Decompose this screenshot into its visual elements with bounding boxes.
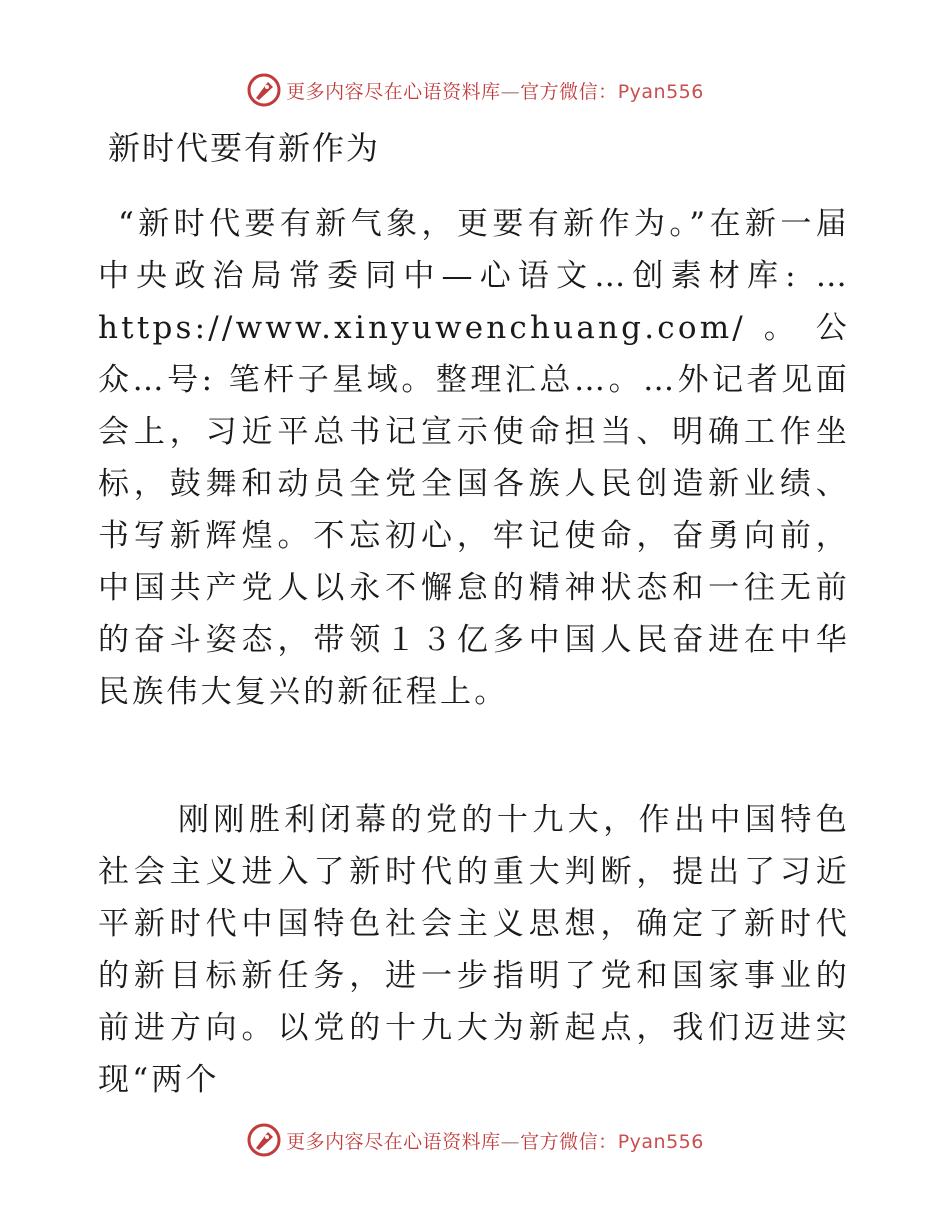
watermark-separator: — [500,1130,521,1153]
pen-nib-logo-icon [246,1122,282,1158]
watermark-separator: — [500,80,521,103]
footer-watermark [0,1120,950,1160]
watermark-text: 更多内容尽在心语资料库 [286,1130,501,1153]
watermark-handle: Pyan556 [617,1130,704,1153]
watermark-wechat-label: 官方微信： [520,80,618,103]
header-watermark [0,70,950,110]
document-title: 新时代要有新作为 [108,129,381,167]
watermark-handle: Pyan556 [617,80,704,103]
pen-nib-logo-icon [246,72,282,108]
paragraph-2: 刚刚胜利闭幕的党的十九大，作出中国特色社会主义进入了新时代的重大判断，提出了习近平新时代中国特色社会主义思想，确定了新时代的新目标新任务，进一步指明了党和国家事业的前进方向。以党的十九大为新起点，我们迈进实现“两个 [98,802,850,1098]
paragraph-1: “新时代要有新气象，更要有新作为。”在新一届中央政治局常委同中—心语文…创素材库: … https://www.xinyuwenchuang.com/。公众…号: 笔杆子星域。整理汇总…。…外记者见面会上，习近平总书记宣示使命担当、明确工作坐标，鼓舞和动员全党全国各族人民创造新业绩、书写新辉煌。不忘初心，牢记使命，奋勇向前，中国共产党人以永不懈怠的精神状态和一往无前的奋斗姿态，带领１３亿多中国人民奋进在中华民族伟大复兴的新征程上。 [98,206,850,710]
watermark-wechat-label: 官方微信： [520,1130,618,1153]
watermark-text: 更多内容尽在心语资料库 [286,80,501,103]
